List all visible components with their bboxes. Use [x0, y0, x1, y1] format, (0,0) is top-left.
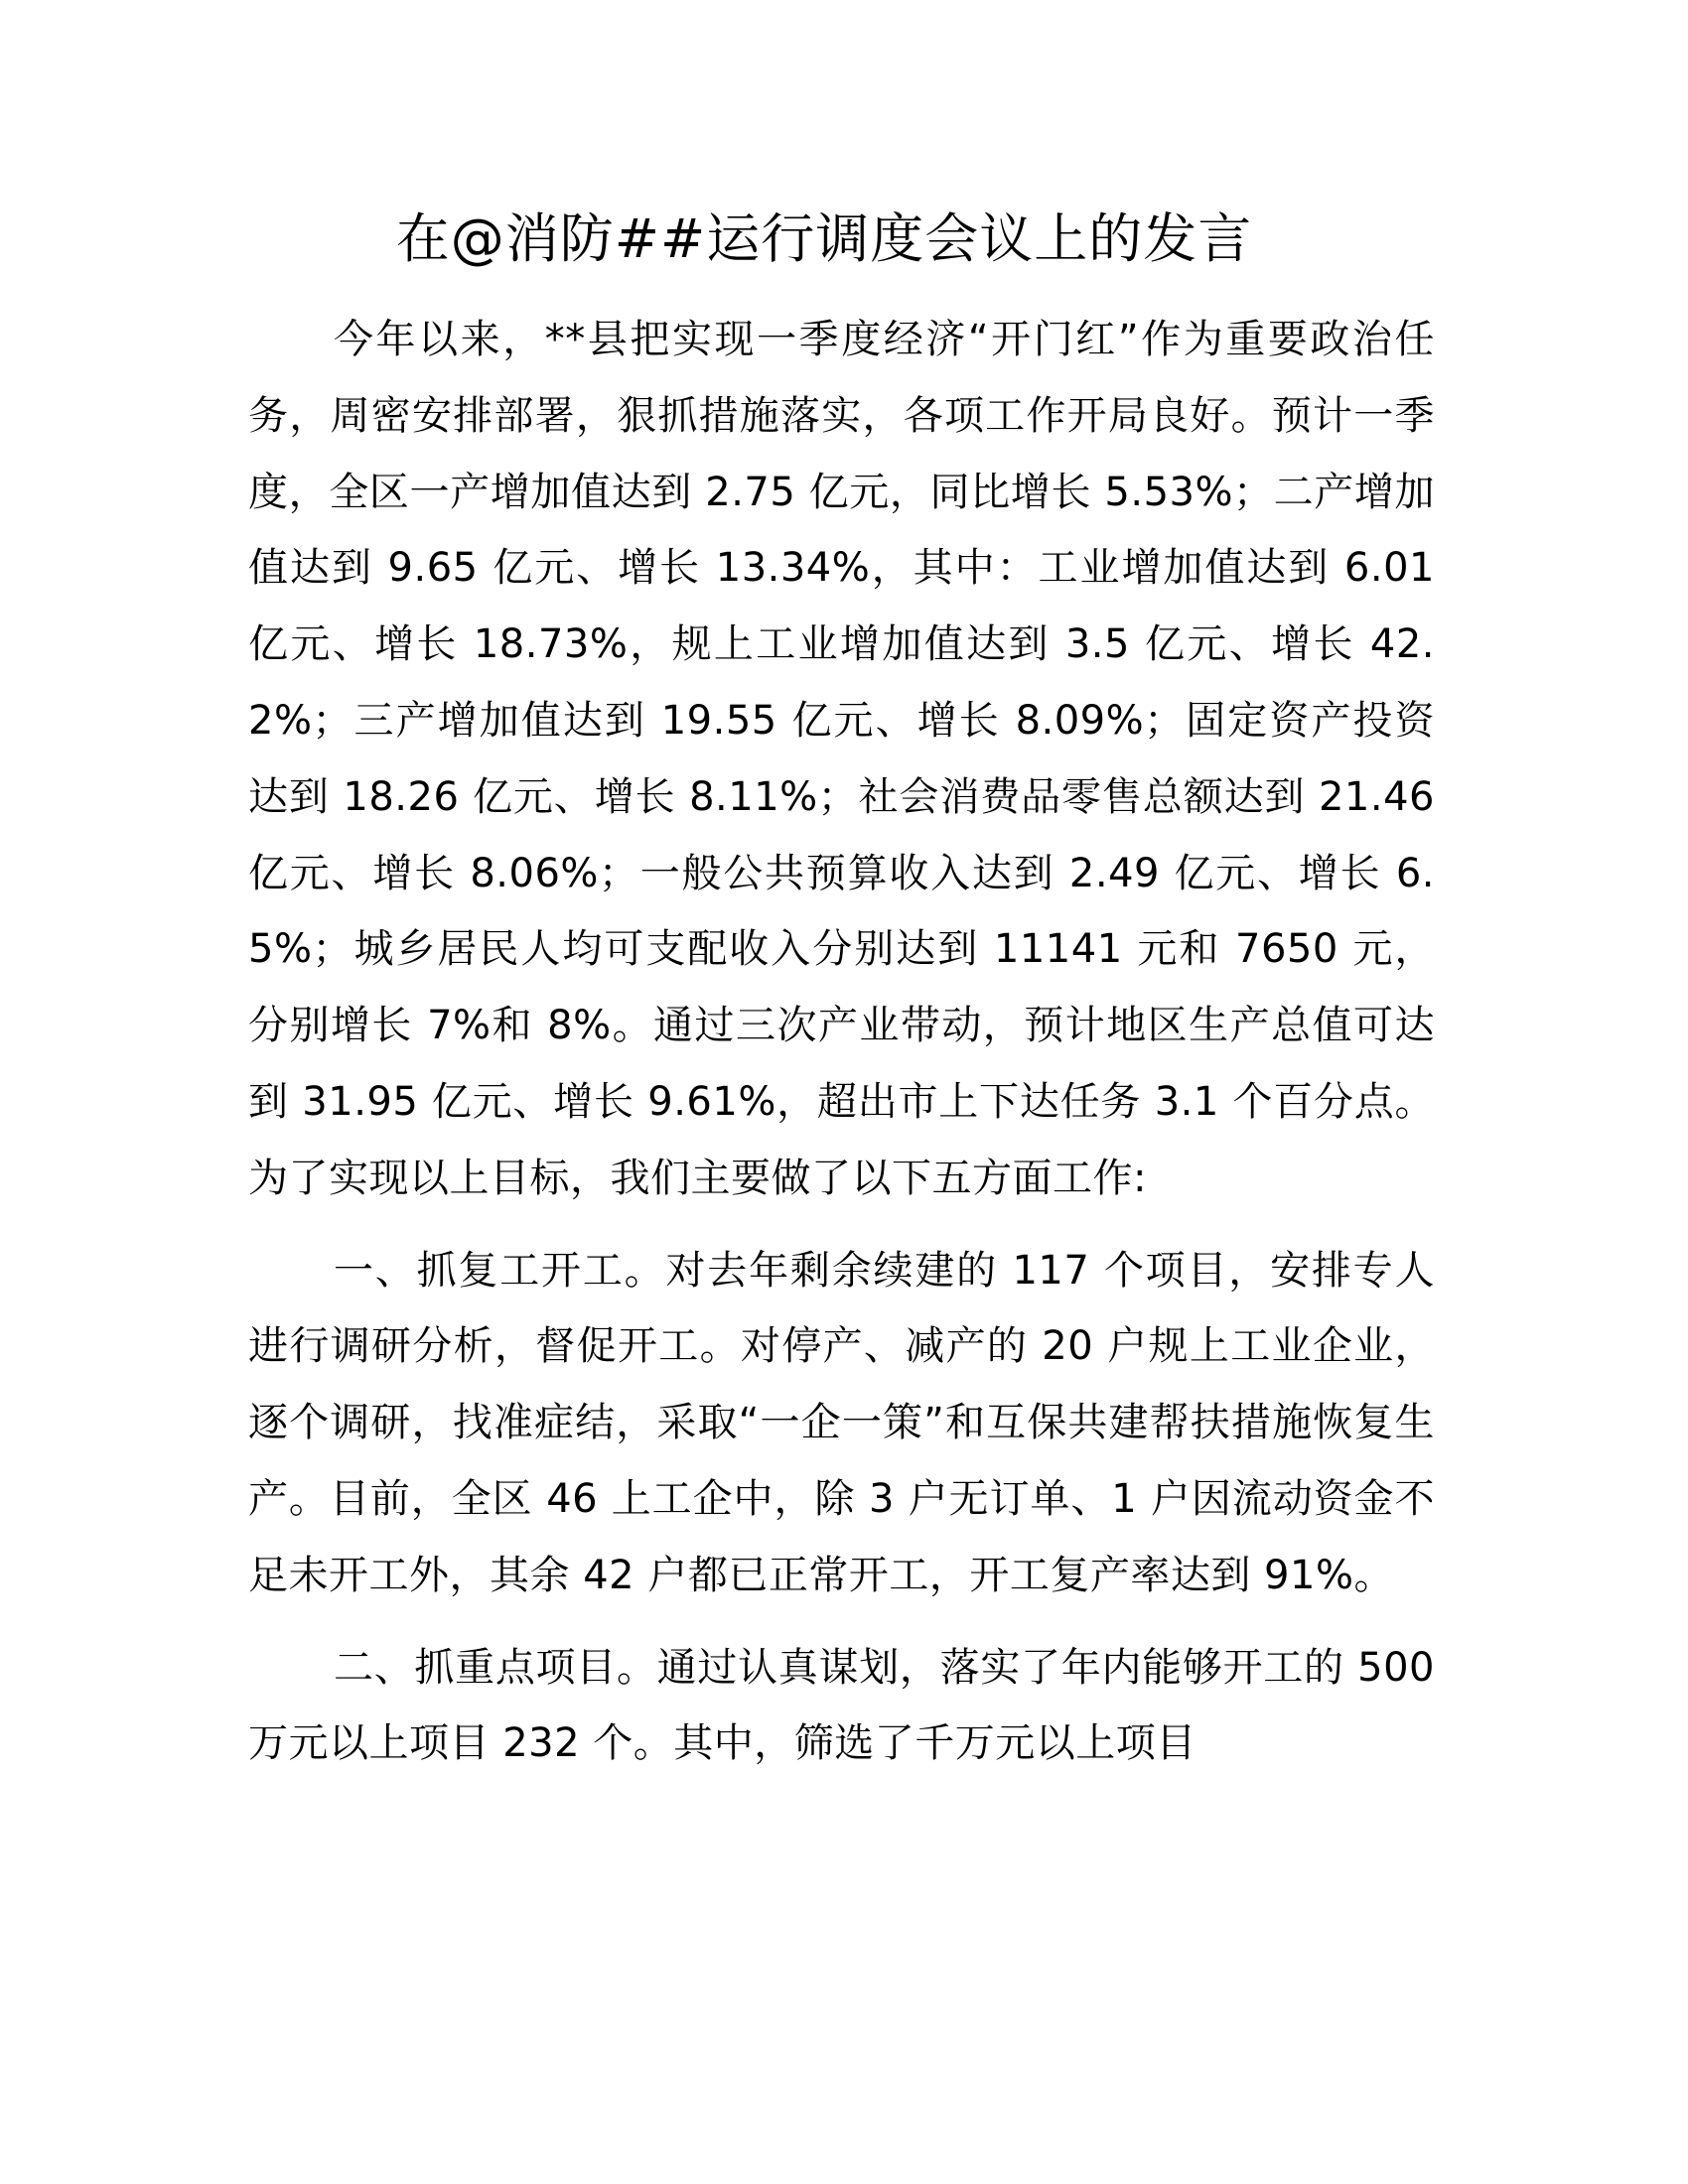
document-body — [248, 302, 1435, 1782]
paragraph-resume-work: 一、抓复工开工。对去年剩余续建的 117 个项目，安排专人进行调研分析，督促开工。对停产、减产的 20 户规上工业企业，逐个调研，找准症结，采取“一企一策”和互保共建帮扶措施恢复生产。目前，全区 46 上工企中，除 3 户无订单、1 户因流动资金不足未开工外，其余 42 户都已正常开工，开工复产率达到 91%。 — [248, 1247, 1435, 1598]
paragraph-overview: 今年以来，**县把实现一季度经济“开门红”作为重要政治任务，周密安排部署，狠抓措施落实，各项工作开局良好。预计一季度，全区一产增加值达到 2.75 亿元，同比增长 5.53%；二产增加值达到 9.65 亿元、增长 13.34%，其中：工业增加值达到 6.01 亿元、增长 18.73%，规上工业增加值达到 3.5 亿元、增长 42.2%；三产增加值达到 19.55 亿元、增长 8.09%；固定资产投资达到 18.26 亿元、增长 8.11%；社会消费品零售总额达到 21.46 亿元、增长 8.06%；一般公共预算收入达到 2.49 亿元、增长 6.5%；城乡居民人均可支配收入分别达到 11141 元和 7650 元，分别增长 7%和 8%。通过三次产业带动，预计地区生产总值可达到 31.95 亿元、增长 9.61%，超出市上下达任务 3.1 个百分点。为了实现以上目标，我们主要做了以下五方面工作: — [248, 317, 1435, 1201]
document-title: 在@消防##运行调度会议上的发言 — [395, 207, 1253, 270]
paragraph-key-projects: 二、抓重点项目。通过认真谋划，落实了年内能够开工的 500 万元以上项目 232 个。其中，筛选了千万元以上项目 — [248, 1644, 1435, 1767]
